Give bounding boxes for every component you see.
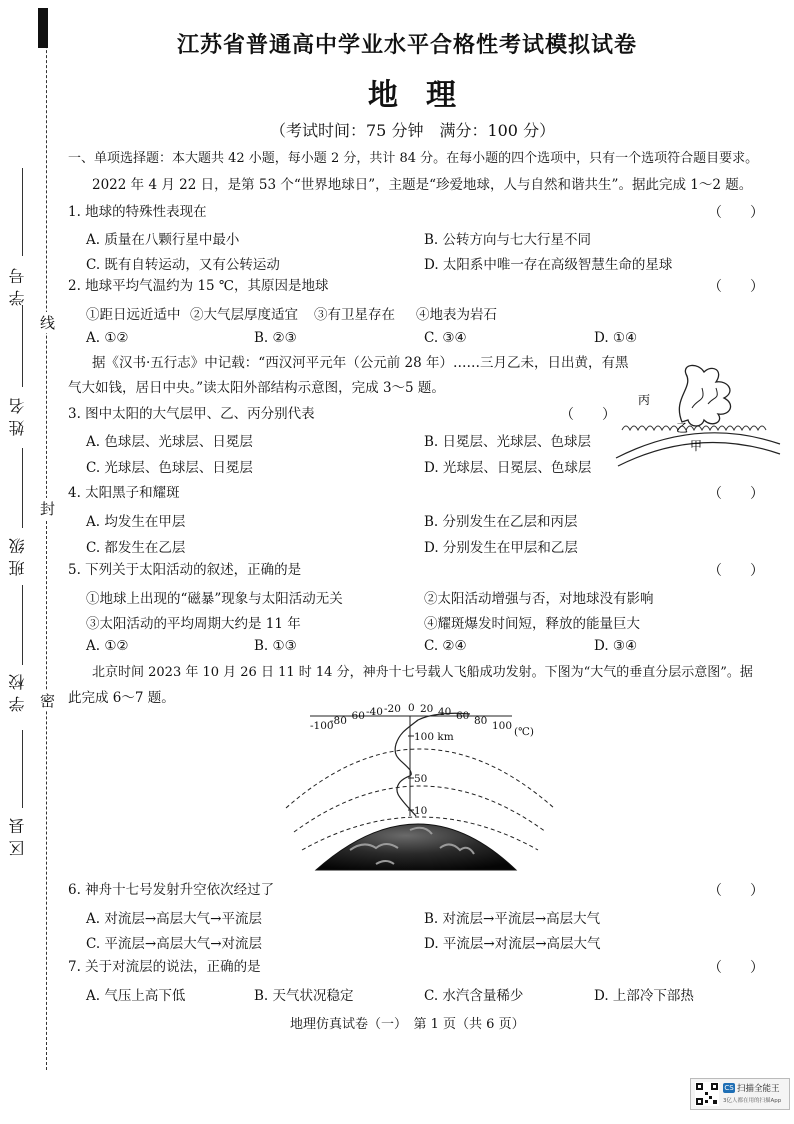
temperature-curve (395, 713, 470, 816)
q7-option-d[interactable]: D. 上部冷下部热 (594, 988, 694, 1004)
q3-option-d[interactable]: D. 光球层、日冕层、色球层 (424, 460, 592, 476)
name-underline (22, 305, 23, 387)
answer-blank-2[interactable]: （ ） (708, 279, 764, 295)
scanner-app-slogan: 3亿人都在用的扫描App (723, 1098, 782, 1104)
temp-tick-20: 20 (420, 703, 434, 715)
intro-q6-7-line2: 此完成 6～7 题。 (68, 690, 175, 706)
temp-tick-60: 60 (456, 710, 470, 722)
temp-tick-0: 0 (408, 702, 415, 714)
exam-info: （考试时间：75 分钟 满分：100 分） (270, 121, 556, 140)
q1-option-a[interactable]: A. 质量在八颗行星中最小 (86, 232, 240, 248)
exam-title: 江苏省普通高中学业水平合格性考试模拟试卷 (176, 32, 637, 58)
temp-tick-40: 40 (438, 706, 452, 718)
sun-label-bing: 丙 (638, 393, 651, 407)
temp-tick-neg20: -20 (384, 703, 401, 715)
seal-char-seal: 封 (40, 500, 56, 518)
question-3-stem: 3. 图中太阳的大气层甲、乙、丙分别代表 (68, 406, 315, 422)
height-label-50: 50 (414, 773, 428, 785)
student-id-label: 学号 (8, 262, 27, 306)
intro-q6-7-line1: 北京时间 2023 年 10 月 26 日 11 时 14 分，神舟十七号载人飞船成功发射。下图为“大气的垂直分层示意图”。据 (92, 665, 753, 680)
question-6-stem: 6. 神舟十七号发射升空依次经过了 (68, 882, 275, 898)
q7-option-a[interactable]: A. 气压上高下低 (86, 988, 186, 1004)
q5-statement-4: ④耀斑爆发时间短，释放的能量巨大 (424, 616, 640, 632)
q5-statement-1: ①地球上出现的“磁暴”现象与太阳活动无关 (86, 591, 343, 607)
q6-option-d[interactable]: D. 平流层→对流层→高层大气 (424, 936, 601, 952)
page-footer: 地理仿真试卷（一） 第 1 页（共 6 页） (290, 1017, 525, 1032)
question-5-stem: 5. 下列关于太阳活动的叙述，正确的是 (68, 562, 302, 578)
answer-blank-6[interactable]: （ ） (708, 883, 764, 899)
temp-tick-neg100: -100 (310, 720, 334, 732)
class-underline (22, 448, 23, 528)
class-label: 班级 (8, 532, 27, 576)
earth-globe (316, 824, 516, 870)
name-label: 姓名 (8, 392, 27, 436)
intro-q3-5-line1: 据《汉书·五行志》中记载：“西汉河平元年（公元前 28 年）……三月乙未，日出黄，有黑 (92, 355, 629, 371)
chromosphere-spicules (622, 426, 766, 430)
sun-structure-figure (612, 358, 784, 468)
binding-dashed-line (46, 10, 47, 1070)
answer-blank-5[interactable]: （ ） (708, 563, 764, 579)
atmosphere-layers-figure (280, 700, 560, 872)
q2-option-a[interactable]: A. ①② (86, 330, 129, 346)
q6-option-a[interactable]: A. 对流层→高层大气→平流层 (86, 911, 262, 927)
school-label: 学校 (8, 668, 27, 712)
q1-option-d[interactable]: D. 太阳系中唯一存在高级智慧生命的星球 (424, 257, 673, 273)
q5-statement-2: ②太阳活动增强与否，对地球没有影响 (424, 591, 654, 607)
q3-option-a[interactable]: A. 色球层、光球层、日冕层 (86, 434, 253, 450)
temp-tick-100: 100 (492, 720, 513, 732)
q6-option-b[interactable]: B. 对流层→平流层→高层大气 (424, 911, 601, 927)
q7-option-c[interactable]: C. 水汽含量稀少 (424, 988, 524, 1004)
seal-char-line: 线 (40, 314, 56, 332)
answer-blank-7[interactable]: （ ） (708, 960, 764, 976)
sun-label-yi: 乙 (676, 421, 689, 435)
q2-statement-3: ③有卫星存在 (314, 307, 395, 323)
temp-tick-80: 80 (474, 715, 488, 727)
section-instructions: 一、单项选择题：本大题共 42 小题，每小题 2 分，共计 84 分。在每小题的四个选项中，只有一个选项符合题目要求。 (68, 151, 759, 166)
q5-option-a[interactable]: A. ①② (86, 638, 129, 654)
q7-option-b[interactable]: B. 天气状况稳定 (254, 988, 354, 1004)
scanner-app-name: 扫描全能王 (737, 1084, 780, 1094)
q1-option-b[interactable]: B. 公转方向与七大行星不同 (424, 232, 592, 248)
sun-label-jia: 甲 (690, 439, 703, 453)
q2-option-c[interactable]: C. ③④ (424, 330, 467, 346)
height-label-100km: 100 km (414, 731, 454, 743)
solar-prominence (679, 365, 730, 426)
subject-title: 地理 (368, 78, 484, 113)
county-underline (22, 730, 23, 808)
county-label: 区县 (8, 812, 27, 856)
scanner-logo-icon: CS (724, 1084, 734, 1092)
q4-option-c[interactable]: C. 都发生在乙层 (86, 540, 186, 556)
question-7-stem: 7. 关于对流层的说法，正确的是 (68, 959, 261, 975)
q6-option-c[interactable]: C. 平流层→高层大气→对流层 (86, 936, 263, 952)
answer-blank-4[interactable]: （ ） (708, 486, 764, 502)
q2-statement-4: ④地表为岩石 (416, 307, 497, 323)
q3-option-b[interactable]: B. 日冕层、光球层、色球层 (424, 434, 592, 450)
q3-option-c[interactable]: C. 光球层、色球层、日冕层 (86, 460, 253, 476)
q2-option-b[interactable]: B. ②③ (254, 330, 297, 346)
student-id-underline (22, 168, 23, 256)
q4-option-b[interactable]: B. 分别发生在乙层和丙层 (424, 514, 578, 530)
answer-blank-3[interactable]: （ ） (560, 407, 616, 423)
q5-option-c[interactable]: C. ②④ (424, 638, 467, 654)
temp-tick-neg40: -40 (366, 706, 383, 718)
qr-code-icon (695, 1082, 719, 1106)
school-underline (22, 585, 23, 665)
intro-q1-2: 2022 年 4 月 22 日，是第 53 个“世界地球日”，主题是“珍爱地球，人与自然和谐共生”。据此完成 1～2 题。 (92, 177, 753, 193)
q2-statement-1: ①距日远近适中 (86, 307, 181, 323)
temp-tick-neg80: -80 (330, 715, 347, 727)
height-label-10: 10 (414, 805, 428, 817)
answer-blank-1[interactable]: （ ） (708, 205, 764, 221)
question-4-stem: 4. 太阳黑子和耀斑 (68, 485, 180, 501)
seal-char-secret: 密 (40, 692, 56, 710)
q1-option-c[interactable]: C. 既有自转运动，又有公转运动 (86, 257, 280, 273)
q5-statement-3: ③太阳活动的平均周期大约是 11 年 (86, 616, 301, 632)
temp-unit: (℃) (514, 726, 534, 738)
question-1-stem: 1. 地球的特殊性表现在 (68, 204, 207, 220)
q2-option-d[interactable]: D. ①④ (594, 330, 638, 346)
prominence-detail (692, 388, 717, 408)
q5-option-d[interactable]: D. ③④ (594, 638, 638, 654)
intro-q3-5-line2: 气大如钱，居日中央。”读太阳外部结构示意图，完成 3～5 题。 (68, 380, 445, 396)
q4-option-a[interactable]: A. 均发生在甲层 (86, 514, 186, 530)
scanner-badge (690, 1078, 790, 1110)
q5-option-b[interactable]: B. ①③ (254, 638, 297, 654)
temp-tick-neg60: -60 (348, 710, 365, 722)
q2-statement-2: ②大气层厚度适宜 (190, 307, 298, 323)
q4-option-d[interactable]: D. 分别发生在甲层和乙层 (424, 540, 578, 556)
question-2-stem: 2. 地球平均气温约为 15 ℃，其原因是地球 (68, 278, 329, 294)
